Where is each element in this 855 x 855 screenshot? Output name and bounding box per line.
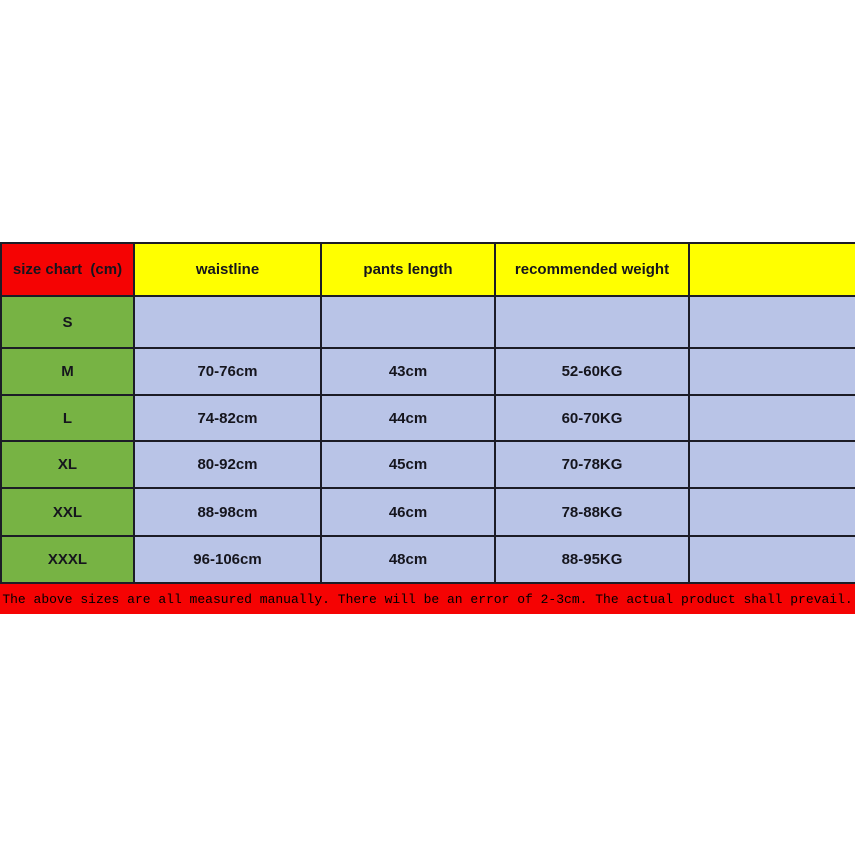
cell-xl-length: 45cm bbox=[321, 441, 495, 488]
size-row-xxl bbox=[1, 488, 855, 536]
header-cell-empty bbox=[689, 243, 855, 296]
cell-l-weight: 60-70KG bbox=[495, 395, 689, 441]
disclaimer-text: The above sizes are all measured manually. There will be an error of 2-3cm. The actual product shall prevail. bbox=[2, 591, 853, 607]
cell-s-extra bbox=[689, 296, 855, 348]
header-cell-recommended-weight: recommended weight bbox=[495, 243, 689, 296]
cell-xxl-length: 46cm bbox=[321, 488, 495, 536]
size-chart-image bbox=[0, 242, 855, 614]
cell-xxxl-extra bbox=[689, 536, 855, 583]
header-cell-size-chart: size chart (cm) bbox=[1, 243, 134, 296]
size-label-xxxl: XXXL bbox=[1, 536, 134, 583]
header-cell-waistline: waistline bbox=[134, 243, 321, 296]
size-row-xxxl bbox=[1, 536, 855, 583]
cell-l-waistline: 74-82cm bbox=[134, 395, 321, 441]
size-row-s bbox=[1, 296, 855, 348]
header-cell-pants-length: pants length bbox=[321, 243, 495, 296]
size-label-xxl: XXL bbox=[1, 488, 134, 536]
cell-m-weight: 52-60KG bbox=[495, 348, 689, 395]
cell-m-extra bbox=[689, 348, 855, 395]
cell-xxl-waistline: 88-98cm bbox=[134, 488, 321, 536]
size-row-l bbox=[1, 395, 855, 441]
cell-xxl-weight: 78-88KG bbox=[495, 488, 689, 536]
cell-xl-weight: 70-78KG bbox=[495, 441, 689, 488]
cell-l-extra bbox=[689, 395, 855, 441]
size-row-xl bbox=[1, 441, 855, 488]
size-label-m: M bbox=[1, 348, 134, 395]
disclaimer-banner bbox=[0, 584, 855, 614]
size-label-s: S bbox=[1, 296, 134, 348]
cell-m-length: 43cm bbox=[321, 348, 495, 395]
cell-s-waistline bbox=[134, 296, 321, 348]
cell-xxxl-weight: 88-95KG bbox=[495, 536, 689, 583]
cell-xxxl-length: 48cm bbox=[321, 536, 495, 583]
header-row bbox=[1, 243, 855, 296]
cell-m-waistline: 70-76cm bbox=[134, 348, 321, 395]
cell-xl-waistline: 80-92cm bbox=[134, 441, 321, 488]
cell-xxxl-waistline: 96-106cm bbox=[134, 536, 321, 583]
cell-xxl-extra bbox=[689, 488, 855, 536]
size-label-xl: XL bbox=[1, 441, 134, 488]
cell-s-length bbox=[321, 296, 495, 348]
size-label-l: L bbox=[1, 395, 134, 441]
size-row-m bbox=[1, 348, 855, 395]
cell-xl-extra bbox=[689, 441, 855, 488]
size-chart-table bbox=[0, 242, 855, 584]
cell-l-length: 44cm bbox=[321, 395, 495, 441]
cell-s-weight bbox=[495, 296, 689, 348]
